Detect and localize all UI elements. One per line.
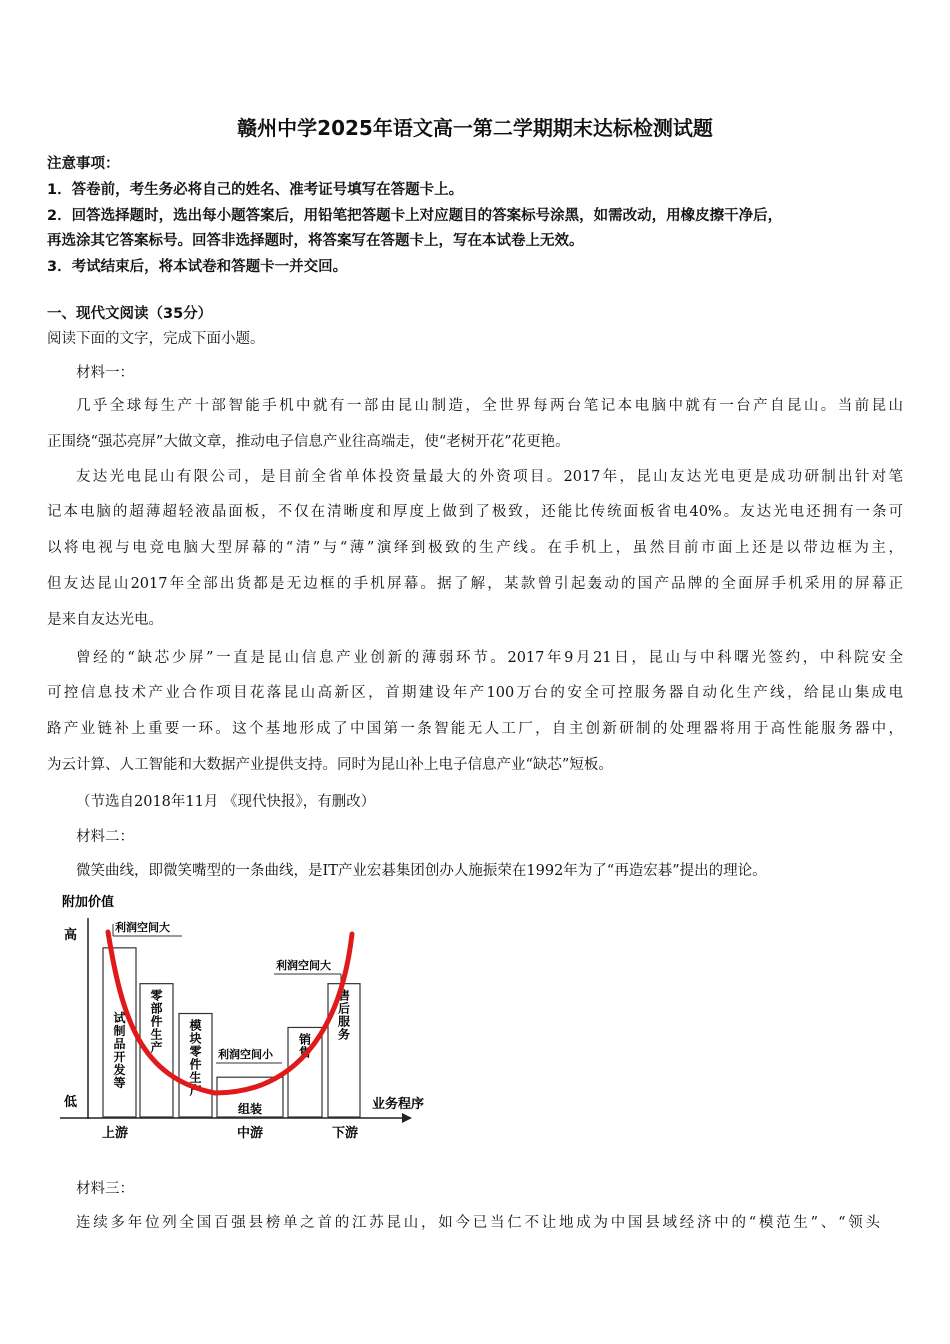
paragraph-line: 正围绕“强芯亮屏”大做文章，推动电子信息产业往高端走，使“老树开花”花更艳。: [47, 434, 570, 450]
bar-label: 零部件生产: [150, 988, 163, 1055]
notice-item: 1．答卷前，考生务必将自己的姓名、准考证号填写在答题卡上。: [47, 182, 464, 198]
paragraph-line: 记本电脑的超薄超轻液晶面板，不仅在清晰度和厚度上做到了极致，还能比传统面板省电40%。友达光电还拥有一条可: [47, 504, 903, 520]
stage-label: 上游: [102, 1126, 129, 1141]
instruction-text: 阅读下面的文字，完成下面小题。: [47, 331, 265, 347]
paragraph-line: 路产业链补上重要一环。这个基地形成了中国第一条智能无人工厂，自主创新研制的处理器将用于高性能服务器中，: [47, 721, 903, 737]
notice-heading: 注意事项：: [47, 156, 120, 172]
y-high-label: 高: [64, 928, 78, 943]
y-low-label: 低: [64, 1095, 78, 1110]
material-label: 材料二：: [76, 829, 134, 845]
notice-item: 2．回答选择题时，选出每小题答案后，用铅笔把答题卡上对应题目的答案标号涂黑，如需改动，用橡皮擦干净后，: [47, 208, 783, 224]
y-axis-label: 附加价值: [62, 895, 115, 910]
bar-label: 销售: [298, 1032, 312, 1060]
page-title: 赣州中学2025年语文高一第二学期期末达标检测试题: [237, 116, 713, 140]
annotation-label: 利润空间小: [218, 1048, 273, 1061]
notice-item: 3．考试结束后，将本试卷和答题卡一并交回。: [47, 259, 348, 275]
source-note: （节选自2018年11月 《现代快报》，有删改）: [76, 794, 376, 810]
bar-label: 组装: [237, 1102, 263, 1116]
stage-label: 下游: [332, 1126, 359, 1141]
paragraph-line: 曾经的“缺芯少屏”一直是昆山信息产业创新的薄弱环节。2017年9月21日，昆山与中科曙光签约，中科院安全: [76, 650, 903, 666]
smile-curve-diagram: [40, 888, 440, 1143]
paragraph-line: 但友达昆山2017年全部出货都是无边框的手机屏幕。据了解，某款曾引起轰动的国产品牌的全面屏手机采用的屏幕正: [47, 576, 903, 592]
material-label: 材料一：: [76, 365, 134, 381]
material-label: 材料三：: [76, 1181, 134, 1197]
paragraph-line: 微笑曲线，即微笑嘴型的一条曲线，是IT产业宏碁集团创办人施振荣在1992年为了“再造宏碁”提出的理论。: [76, 863, 767, 879]
paragraph-line: 友达光电昆山有限公司，是目前全省单体投资量最大的外资项目。2017年，昆山友达光电更是成功研制出针对笔: [76, 469, 903, 485]
paragraph-line: 连续多年位列全国百强县榜单之首的江苏昆山，如今已当仁不让地成为中国县域经济中的“模范生”、“领头: [76, 1215, 880, 1231]
paragraph-line: 为云计算、人工智能和大数据产业提供支持。同时为昆山补上电子信息产业“缺芯”短板。: [47, 757, 613, 773]
x-axis-arrow: [402, 1113, 412, 1123]
paragraph-line: 几乎全球每生产十部智能手机中就有一部由昆山制造，全世界每两台笔记本电脑中就有一台产自昆山。当前昆山: [76, 398, 903, 414]
section-heading: 一、现代文阅读（35分）: [47, 306, 213, 322]
annotation-label: 利润空间大: [115, 921, 170, 934]
bar-label: 试制品开发等: [113, 1011, 126, 1090]
x-axis-label: 业务程序: [372, 1097, 425, 1112]
notice-item: 再选涂其它答案标号。回答非选择题时，将答案写在答题卡上，写在本试卷上无效。: [47, 233, 584, 249]
stage-label: 中游: [237, 1126, 264, 1141]
annotation-label: 利润空间大: [276, 959, 331, 972]
paragraph-line: 以将电视与电竞电脑大型屏幕的“清”与“薄”演绎到极致的生产线。在手机上，虽然目前市面上还是以带边框为主，: [47, 540, 903, 556]
paragraph-line: 可控信息技术产业合作项目花落昆山高新区，首期建设年产100万台的安全可控服务器自动化生产线，给昆山集成电: [47, 685, 903, 701]
bar-label: 售后服务: [337, 988, 351, 1042]
bar-label: 模块零件生产: [189, 1018, 202, 1098]
paragraph-line: 是来自友达光电。: [47, 612, 163, 628]
